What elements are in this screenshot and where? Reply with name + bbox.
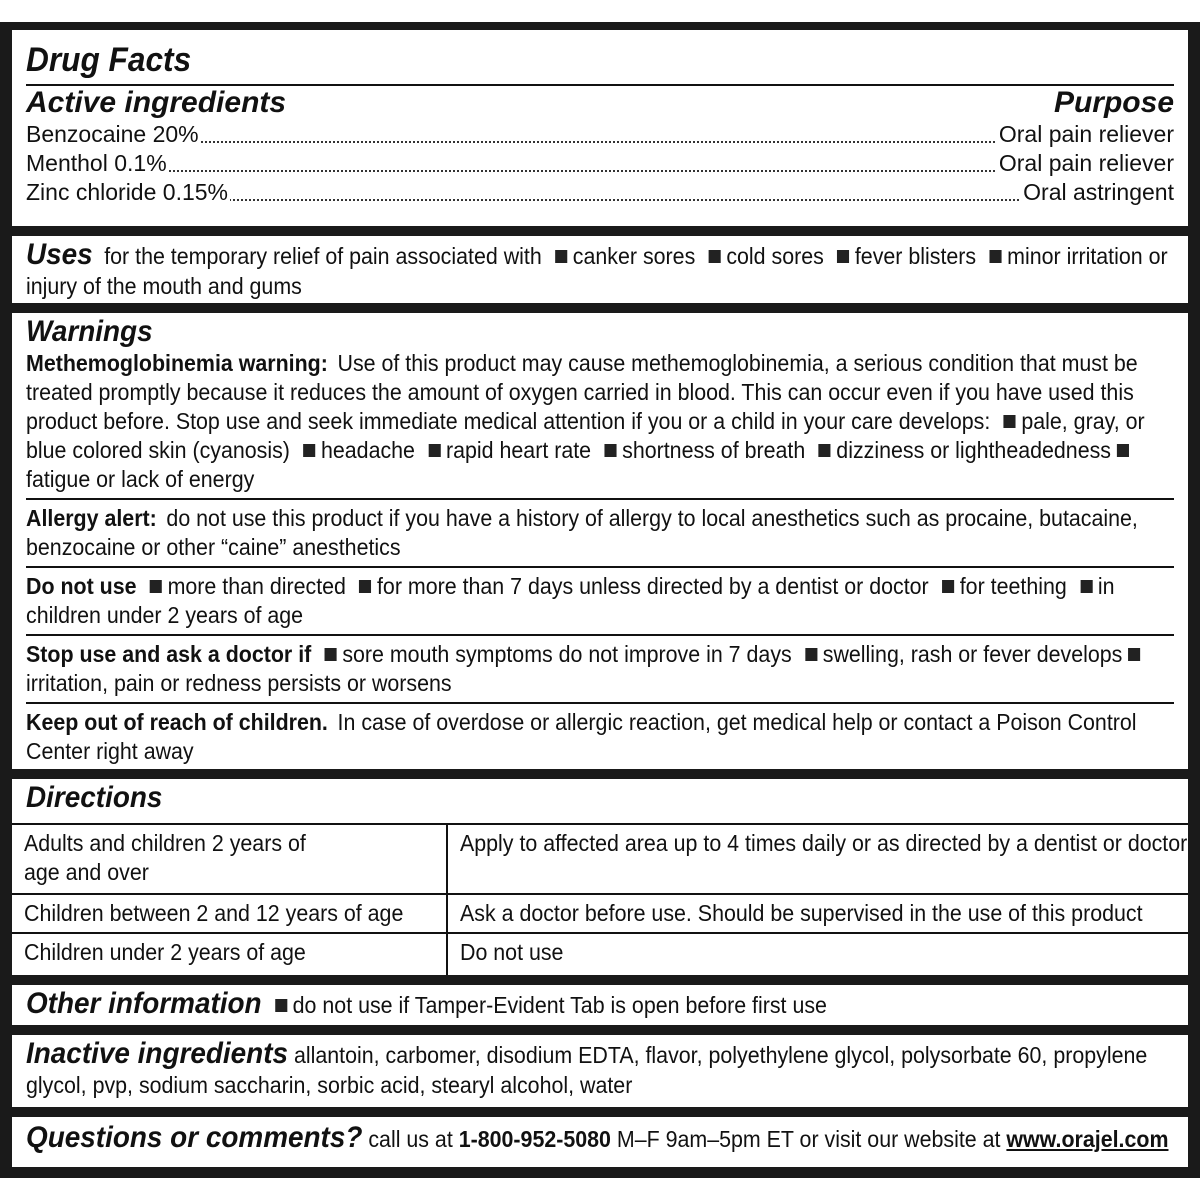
inactive-ingredients-panel — [12, 1035, 1188, 1107]
do-not-use-item: for more than 7 days unless directed by a dentist or doctor — [376, 573, 929, 599]
warnings-heading: Warnings — [26, 315, 153, 348]
drug-facts-frame — [0, 22, 1200, 1178]
active-row — [26, 120, 1174, 149]
bullet-icon — [1128, 648, 1140, 661]
bullet-icon — [1004, 415, 1016, 428]
bullet-icon — [303, 444, 315, 457]
bullet-icon — [709, 250, 721, 263]
directions-what: Do not use — [447, 933, 1188, 975]
bullet-icon — [325, 648, 337, 661]
symptom-item: headache — [320, 437, 415, 463]
bullet-icon — [942, 580, 954, 593]
keep-out-text: In case of overdose or allergic reaction, get medical help or contact a Poison Control Center right away — [26, 709, 1137, 764]
uses-intro: for the temporary relief of pain associated with — [104, 243, 542, 269]
inactive-list: allantoin, carbomer, disodium EDTA, flavor, polyethylene glycol, polysorbate 60, propylene glycol, pvp, sodium saccharin, sorbic acid, stearyl alcohol, water — [26, 1042, 1148, 1098]
ingredient-name: Zinc chloride 0.15% — [26, 179, 228, 205]
do-not-use-item: for teething — [959, 573, 1067, 599]
directions-row — [12, 933, 1188, 975]
active-row — [26, 178, 1174, 207]
ingredient-purpose: Oral astringent — [1023, 179, 1174, 205]
uses-heading: Uses — [26, 238, 93, 271]
uses-item: cold sores — [726, 243, 824, 269]
other-item: do not use if Tamper-Evident Tab is open before first use — [292, 992, 827, 1018]
bullet-icon — [555, 250, 567, 263]
symptom-item: shortness of breath — [622, 437, 806, 463]
symptom-item: dizziness or lightheadedness — [836, 437, 1111, 463]
bullet-icon — [359, 580, 371, 593]
uses-text — [26, 238, 1179, 301]
active-header — [26, 86, 1174, 120]
bullet-icon — [428, 444, 440, 457]
bullet-icon — [805, 648, 817, 661]
stop-use-label: Stop use and ask a doctor if — [26, 641, 312, 667]
stop-use-item: irritation, pain or redness persists or worsens — [26, 670, 452, 696]
symptom-item: fatigue or lack of energy — [26, 466, 255, 492]
directions-row — [12, 824, 1188, 894]
bullet-icon — [819, 444, 831, 457]
other-information-panel — [12, 985, 1188, 1025]
directions-what: Apply to affected area up to 4 times daily or as directed by a dentist or doctor — [447, 824, 1188, 894]
methemo-label: Methemoglobinemia warning: — [26, 350, 328, 376]
uses-item: canker sores — [572, 243, 696, 269]
questions-text — [26, 1121, 1169, 1155]
uses-item: minor irritation or injury of the mouth and gums — [26, 243, 1168, 299]
uses-item: fever blisters — [854, 243, 977, 269]
ingredient-purpose: Oral pain reliever — [998, 150, 1174, 176]
directions-who: Children between 2 and 12 years of age — [12, 894, 447, 933]
bullet-icon — [1117, 444, 1129, 457]
symptom-item: rapid heart rate — [446, 437, 592, 463]
do-not-use-label: Do not use — [26, 573, 137, 599]
questions-hours: M–F 9am–5pm ET or visit our website at — [616, 1126, 1001, 1152]
do-not-use-item: in children under 2 years of age — [26, 573, 1115, 628]
symptom-item: pale, gray, or blue colored skin (cyanosis) — [26, 408, 1145, 463]
other-information-heading: Other information — [26, 987, 262, 1020]
directions-what: Ask a doctor before use. Should be supervised in the use of this product — [447, 894, 1188, 933]
bullet-icon — [989, 250, 1001, 263]
ingredient-name: Benzocaine 20% — [26, 121, 199, 147]
stop-use — [26, 634, 1174, 702]
questions-pre: call us at — [368, 1126, 453, 1152]
bullet-icon — [275, 999, 287, 1012]
directions-who: Children under 2 years of age — [12, 933, 447, 975]
active-ingredients-panel — [12, 30, 1188, 226]
methemo-text: Use of this product may cause methemoglobinemia, a serious condition that must be treated promptly because it reduces the amount of oxygen carried in blood. This can occur even if you have used this product before. Stop use and seek immediate medical attention if you or a child in your care develops: — [26, 350, 1138, 434]
stop-use-item: sore mouth symptoms do not improve in 7 days — [342, 641, 792, 667]
uses-panel — [12, 236, 1188, 303]
purpose-heading: Purpose — [1053, 86, 1174, 119]
do-not-use-item: more than directed — [167, 573, 346, 599]
keep-out-label: Keep out of reach of children. — [26, 709, 328, 735]
bullet-icon — [1080, 580, 1092, 593]
bullet-icon — [150, 580, 162, 593]
directions-panel — [12, 779, 1188, 975]
ingredient-name: Menthol 0.1% — [26, 150, 167, 176]
warnings-panel — [12, 313, 1188, 769]
stop-use-item: swelling, rash or fever develops — [822, 641, 1123, 667]
directions-who: Adults and children 2 years of age and over — [12, 824, 447, 894]
bullet-icon — [837, 250, 849, 263]
directions-row — [12, 894, 1188, 933]
drug-facts-title: Drug Facts — [26, 41, 192, 79]
allergy-text: do not use this product if you have a history of allergy to local anesthetics such as procaine, butacaine, benzocaine or other “caine” anesthetics — [26, 505, 1138, 560]
questions-heading: Questions or comments? — [26, 1121, 363, 1154]
directions-table — [12, 823, 1188, 975]
do-not-use — [26, 566, 1174, 634]
ingredient-purpose: Oral pain reliever — [998, 121, 1174, 147]
directions-heading: Directions — [26, 781, 163, 814]
active-row — [26, 149, 1174, 178]
keep-out-of-reach — [26, 702, 1174, 766]
inactive-ingredients-text — [26, 1037, 1179, 1100]
bullet-icon — [604, 444, 616, 457]
methemoglobinemia-warning — [26, 349, 1179, 496]
active-heading: Active ingredients — [26, 86, 287, 119]
allergy-alert — [26, 498, 1174, 566]
questions-panel — [12, 1117, 1188, 1167]
phone-number[interactable]: 1-800-952-5080 — [458, 1126, 611, 1152]
website-link[interactable]: www.orajel.com — [1006, 1126, 1169, 1152]
inactive-heading: Inactive ingredients — [26, 1037, 289, 1070]
allergy-label: Allergy alert: — [26, 505, 157, 531]
other-information-text — [26, 987, 1094, 1021]
